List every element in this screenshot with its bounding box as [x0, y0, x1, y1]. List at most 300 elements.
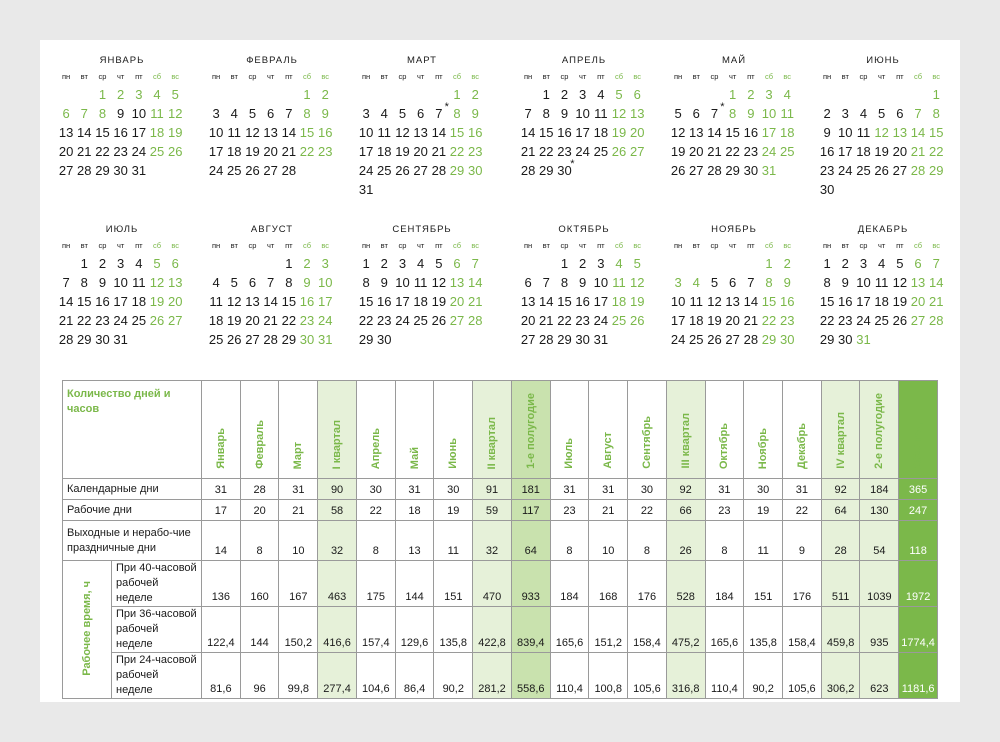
day: 7 *: [430, 104, 448, 123]
day: 30: [743, 163, 759, 178]
day: 29: [358, 332, 374, 347]
day: 27: [910, 313, 926, 328]
day: 10: [395, 275, 410, 290]
value-cell: 90,2: [744, 653, 783, 699]
value-cell: 247: [899, 500, 938, 521]
day: 4: [859, 106, 868, 121]
value-cell: 19: [744, 500, 783, 521]
day: 26: [629, 313, 645, 328]
day: 11: [689, 294, 704, 309]
value-cell: 176: [783, 561, 822, 607]
weekday-label: ср: [859, 72, 868, 81]
value-cell: 110,4: [550, 653, 589, 699]
day: 10: [358, 125, 374, 140]
day: 13: [58, 125, 74, 140]
weekday-label: ср: [398, 72, 407, 81]
day: 16: [779, 294, 795, 309]
value-cell: 31: [783, 479, 822, 500]
day: 10: [113, 275, 128, 290]
day: 22: [358, 313, 374, 328]
weekday-label: чт: [416, 72, 425, 81]
month-name: МАРТ: [407, 55, 437, 66]
day: 27: [167, 313, 183, 328]
day: 11: [874, 275, 889, 290]
day: 3: [765, 87, 773, 102]
column-header-label: 2025 год: [912, 423, 925, 469]
value-cell: 167: [279, 561, 318, 607]
day: 24: [575, 144, 590, 159]
column-header-label: 2-е полугодие: [873, 393, 886, 469]
weekday-header: [207, 237, 335, 254]
column-header-label: 1-е полугодие: [524, 393, 537, 469]
day: 8: [98, 106, 107, 121]
month-7: [57, 223, 185, 349]
weekday-label: пт: [285, 241, 293, 250]
day: 23: [779, 313, 795, 328]
day: 20: [263, 144, 278, 159]
day: 16: [819, 144, 835, 159]
weekday-label: вс: [633, 72, 642, 81]
column-header: [279, 381, 318, 479]
day: 25: [593, 144, 609, 159]
day: 6: [729, 275, 737, 290]
day: 10: [670, 294, 686, 309]
day: 17: [358, 144, 374, 159]
day: 21: [743, 313, 759, 328]
day: 8: [560, 275, 569, 290]
value-cell: 463: [318, 561, 357, 607]
value-cell: 23: [705, 500, 744, 521]
day: 24: [838, 163, 853, 178]
empty-day: [207, 85, 225, 104]
day: 5: [878, 106, 886, 121]
day: 16: [95, 294, 110, 309]
column-header-label: Ноябрь: [757, 427, 770, 469]
empty-day: [375, 85, 393, 104]
day: 17: [856, 294, 871, 309]
day: 31: [317, 332, 333, 347]
day: 13: [263, 125, 278, 140]
empty-day: [262, 254, 280, 273]
value-cell: 365: [899, 479, 938, 500]
day: 10: [838, 125, 853, 140]
value-cell: 10: [279, 521, 318, 561]
day: 30: [377, 332, 392, 347]
day: 29: [95, 163, 110, 178]
day: 5: [896, 256, 904, 271]
day: 21: [707, 144, 722, 159]
day: 9: [783, 275, 791, 290]
day: 27: [689, 163, 704, 178]
value-cell: 54: [860, 521, 899, 561]
weekday-label: вс: [932, 241, 941, 250]
column-header: [511, 381, 550, 479]
weekday-label: пт: [747, 241, 755, 250]
day: 2: [471, 87, 479, 102]
weekday-label: сб: [303, 72, 312, 81]
value-cell: 118: [899, 521, 938, 561]
day: 9: [321, 106, 329, 121]
value-cell: 1972: [899, 561, 938, 607]
value-cell: 475,2: [666, 607, 705, 653]
value-cell: 122,4: [202, 607, 241, 653]
day: 3: [212, 106, 220, 121]
day: 20: [725, 313, 740, 328]
day: 18: [593, 125, 609, 140]
row-label: Рабочие дни: [63, 500, 202, 521]
day: 7: [80, 106, 88, 121]
day: 16: [575, 294, 590, 309]
column-header: [744, 381, 783, 479]
month-9: [357, 223, 485, 349]
day: 25: [413, 313, 428, 328]
column-header-label: Март: [292, 441, 305, 469]
column-header-label: Январь: [214, 428, 227, 469]
day: 24: [761, 144, 777, 159]
day: 9: [471, 106, 479, 121]
day: 18: [227, 144, 242, 159]
day: 6: [62, 106, 70, 121]
day: 22: [539, 144, 554, 159]
value-cell: 31: [279, 479, 318, 500]
day: 3: [321, 256, 329, 271]
day: 20: [245, 313, 260, 328]
day: 6: [524, 275, 532, 290]
day: 30: [95, 332, 110, 347]
value-cell: 8: [628, 521, 667, 561]
value-cell: 9: [783, 521, 822, 561]
empty-day: [909, 85, 927, 104]
day: 30: [467, 163, 483, 178]
weekday-label: вт: [230, 241, 238, 250]
weekday-label: чт: [116, 72, 125, 81]
day: 27: [629, 144, 645, 159]
day: 30 *: [555, 161, 573, 180]
column-header: [240, 381, 279, 479]
value-cell: 130: [860, 500, 899, 521]
day: 27: [449, 313, 465, 328]
weekday-label: ср: [710, 241, 719, 250]
day: 11: [594, 106, 608, 121]
day: 19: [670, 144, 686, 159]
day: 22: [449, 144, 465, 159]
day-grid: [669, 85, 797, 180]
day: 21: [928, 294, 944, 309]
day: 14: [77, 125, 92, 140]
weekday-header: [818, 237, 946, 254]
column-header: [783, 381, 822, 479]
value-cell: 18: [395, 500, 434, 521]
day: 10: [208, 125, 224, 140]
weekday-label: чт: [728, 72, 737, 81]
day: 25: [377, 163, 392, 178]
value-cell: 459,8: [821, 607, 860, 653]
weekday-label: чт: [578, 72, 587, 81]
day: 24: [395, 313, 410, 328]
day: 27: [413, 163, 428, 178]
day: 23: [819, 163, 835, 178]
empty-day: [724, 254, 742, 273]
value-cell: 10: [589, 521, 628, 561]
day: 4: [597, 87, 605, 102]
weekday-label: ср: [560, 241, 569, 250]
day: 25: [856, 163, 871, 178]
day: 31: [113, 332, 128, 347]
day: 12: [149, 275, 165, 290]
value-cell: 30: [356, 479, 395, 500]
day-grid: [519, 254, 647, 349]
day: 13: [689, 125, 704, 140]
day: 13: [892, 125, 908, 140]
value-cell: 19: [434, 500, 473, 521]
day: 28: [520, 163, 536, 178]
day: 3: [117, 256, 125, 271]
day: 13: [520, 294, 536, 309]
day: 17: [317, 294, 333, 309]
day: 11: [413, 275, 428, 290]
day: 21: [539, 313, 554, 328]
empty-day: [75, 85, 93, 104]
day-grid: [207, 85, 335, 180]
work-time-side-label: [63, 561, 112, 699]
day-grid: [818, 254, 946, 349]
month-11: [669, 223, 797, 349]
day-grid: [357, 254, 485, 349]
value-cell: 31: [395, 479, 434, 500]
value-cell: 22: [783, 500, 822, 521]
weekday-label: ср: [98, 241, 107, 250]
day: 12: [892, 275, 908, 290]
day: 10: [317, 275, 333, 290]
day: 30: [779, 332, 795, 347]
day: 24: [113, 313, 128, 328]
day: 14: [431, 125, 447, 140]
day: 5: [248, 106, 257, 121]
day: 20: [689, 144, 704, 159]
value-cell: 511: [821, 561, 860, 607]
weekday-label: вс: [471, 241, 480, 250]
table-row: [63, 653, 938, 699]
day: 23: [557, 144, 572, 159]
day: 15: [95, 125, 110, 140]
day: 8: [80, 275, 88, 290]
value-cell: 158,4: [783, 607, 822, 653]
day: 6: [267, 106, 275, 121]
weekday-label: чт: [416, 241, 425, 250]
weekday-label: ср: [710, 72, 719, 81]
day: 23: [838, 313, 853, 328]
value-cell: 22: [356, 500, 395, 521]
weekday-label: вт: [380, 241, 388, 250]
day: 18: [874, 294, 889, 309]
day: 23: [467, 144, 483, 159]
day: 15: [725, 125, 740, 140]
day: 21: [467, 294, 483, 309]
day: 8: [765, 275, 773, 290]
day: 15: [539, 125, 554, 140]
day: 29: [819, 332, 835, 347]
empty-day: [225, 254, 243, 273]
value-cell: 92: [821, 479, 860, 500]
value-cell: 22: [628, 500, 667, 521]
column-header: [705, 381, 744, 479]
weekday-label: пт: [747, 72, 755, 81]
weekday-label: ср: [98, 72, 107, 81]
day: 11: [612, 275, 626, 290]
value-cell: 31: [705, 479, 744, 500]
day: 6: [417, 106, 425, 121]
day: 24: [670, 332, 686, 347]
day: 8: [932, 106, 940, 121]
day: 12: [670, 125, 686, 140]
column-header-label: Апрель: [369, 427, 382, 469]
row-label: При 36-часовой рабочей неделе: [112, 607, 202, 653]
day: 22: [928, 144, 944, 159]
value-cell: 144: [240, 607, 279, 653]
weekday-label: пн: [211, 241, 221, 250]
day: 7 *: [705, 104, 723, 123]
day: 18: [208, 313, 224, 328]
row-label: При 40-часовой рабочей неделе: [112, 561, 202, 607]
month-name: ИЮНЬ: [866, 55, 900, 66]
day: 6: [453, 256, 461, 271]
day: 22: [281, 313, 297, 328]
value-cell: 144: [395, 561, 434, 607]
day: 8: [285, 275, 293, 290]
weekday-label: чт: [578, 241, 587, 250]
day: 18: [131, 294, 147, 309]
day: 19: [245, 144, 260, 159]
weekday-label: вт: [841, 241, 849, 250]
value-cell: 158,4: [628, 607, 667, 653]
column-header: [550, 381, 589, 479]
weekday-label: вс: [783, 72, 792, 81]
empty-day: [705, 254, 723, 273]
month-12: [818, 223, 946, 349]
day: 13: [910, 275, 926, 290]
day: 21: [281, 144, 297, 159]
month-3: [357, 54, 485, 199]
value-cell: 31: [589, 479, 628, 500]
day: 25: [779, 144, 795, 159]
weekday-label: сб: [453, 241, 462, 250]
day: 2: [560, 87, 569, 102]
day: 5: [674, 106, 682, 121]
value-cell: 281,2: [473, 653, 512, 699]
weekday-label: чт: [266, 72, 275, 81]
weekday-label: пт: [896, 72, 904, 81]
value-cell: 176: [628, 561, 667, 607]
empty-day: [57, 85, 75, 104]
day: 17: [208, 144, 224, 159]
weekday-label: ср: [398, 241, 407, 250]
day: 10: [131, 106, 147, 121]
day: 21: [58, 313, 74, 328]
column-header: [318, 381, 357, 479]
weekday-header: [519, 237, 647, 254]
value-cell: 935: [860, 607, 899, 653]
value-cell: 157,4: [356, 607, 395, 653]
day: 14: [520, 125, 536, 140]
day: 11: [132, 275, 146, 290]
weekday-label: вс: [633, 241, 642, 250]
day: 4: [230, 106, 238, 121]
day: 14: [263, 294, 278, 309]
day: 1: [80, 256, 88, 271]
day: 13: [167, 275, 183, 290]
weekday-label: вс: [171, 72, 180, 81]
day: 28: [263, 332, 278, 347]
weekday-label: вт: [80, 241, 88, 250]
empty-day: [836, 85, 854, 104]
day: 28: [77, 163, 92, 178]
day: 29: [928, 163, 944, 178]
day: 17: [113, 294, 128, 309]
day-grid: [357, 85, 485, 199]
day: 1: [303, 87, 311, 102]
column-header-label: Июнь: [447, 438, 460, 469]
day: 6: [692, 106, 700, 121]
day: 15: [761, 294, 777, 309]
day: 1: [453, 87, 461, 102]
day: 26: [395, 163, 410, 178]
row-label: Выходные и нерабо-чие праздничные дни: [63, 521, 202, 561]
day: 10: [856, 275, 871, 290]
day: 4: [153, 87, 161, 102]
weekday-label: чт: [116, 241, 125, 250]
day: 26: [611, 144, 627, 159]
day: 20: [167, 294, 183, 309]
day: 23: [743, 144, 759, 159]
day: 30: [299, 332, 315, 347]
value-cell: 17: [202, 500, 241, 521]
day: 7: [914, 106, 922, 121]
day: 8: [453, 106, 461, 121]
day: 28: [467, 313, 483, 328]
empty-day: [243, 254, 261, 273]
day: 23: [95, 313, 110, 328]
day: 18: [377, 144, 392, 159]
day: 12: [245, 125, 260, 140]
value-cell: 316,8: [666, 653, 705, 699]
day: 5: [435, 256, 443, 271]
value-cell: 28: [821, 521, 860, 561]
month-name: НОЯБРЬ: [711, 224, 757, 235]
day: 11: [209, 294, 223, 309]
month-name: ЯНВАРЬ: [99, 55, 145, 66]
weekday-label: вс: [783, 241, 792, 250]
value-cell: 160: [240, 561, 279, 607]
day: 21: [431, 144, 447, 159]
weekday-header: [357, 237, 485, 254]
day: 12: [874, 125, 889, 140]
weekday-label: пн: [822, 72, 832, 81]
side-label-text: Рабочее время, ч: [81, 580, 93, 676]
day: 29: [281, 332, 297, 347]
day: 29: [761, 332, 777, 347]
day: 5: [153, 256, 161, 271]
day: 4: [878, 256, 886, 271]
value-cell: 91: [473, 479, 512, 500]
value-cell: 528: [666, 561, 705, 607]
day: 28: [743, 332, 759, 347]
day: 15: [281, 294, 297, 309]
day: 25: [131, 313, 147, 328]
weekday-label: пт: [896, 241, 904, 250]
day: 11: [150, 106, 164, 121]
day: 9: [560, 106, 569, 121]
day: 26: [670, 163, 686, 178]
